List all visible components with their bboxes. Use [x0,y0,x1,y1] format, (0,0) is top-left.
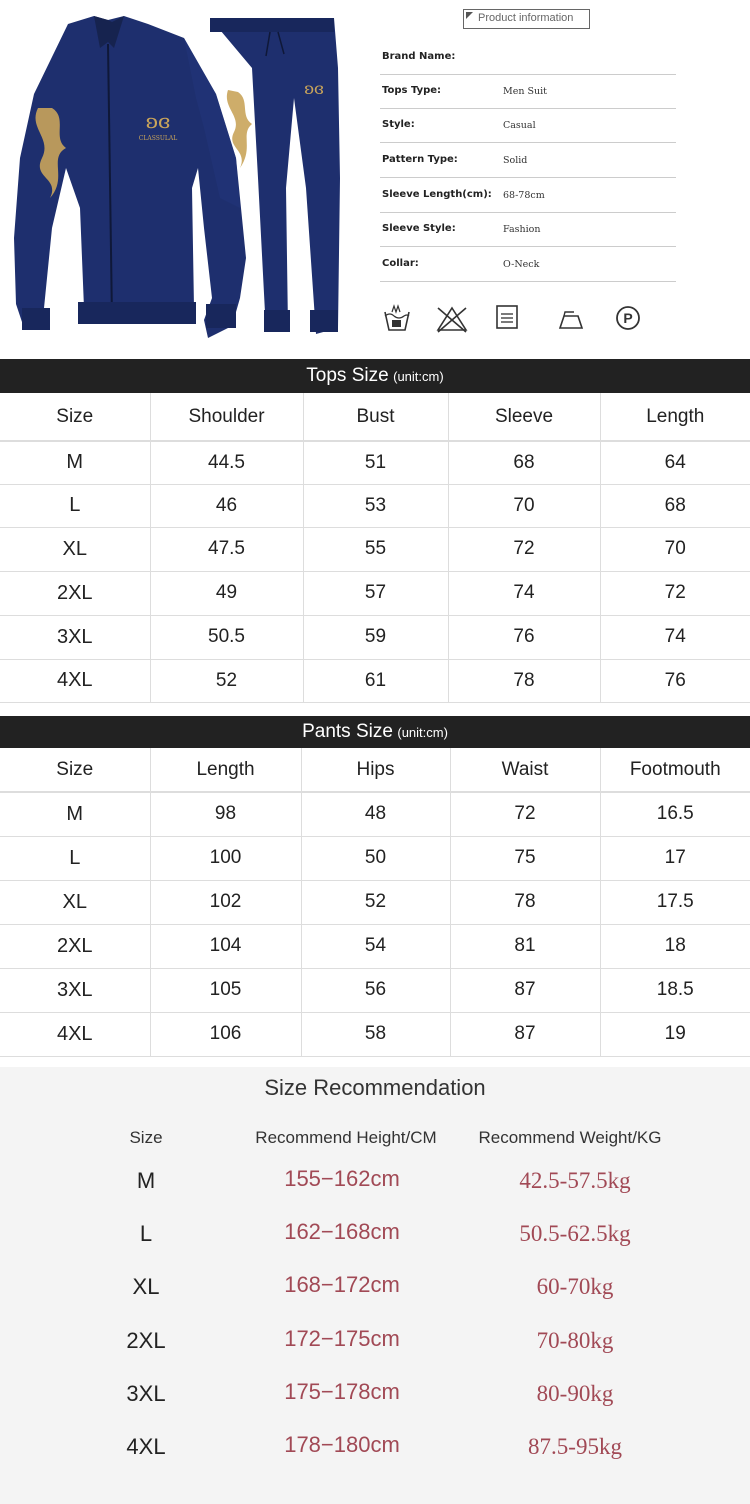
rec-header-weight: Recommend Weight/KG [478,1128,662,1147]
rec-row [0,1375,750,1415]
spec-key: Sleeve Style: [382,223,456,234]
rec-weight: 60-70kg [536,1274,614,1299]
rec-height: 155−162cm [284,1166,400,1191]
table-row [0,441,750,484]
table-cell: 59 [303,615,448,659]
pants-size-header-band [0,716,750,748]
care-icons-row [380,302,676,338]
table-cell: 18 [600,924,750,968]
rec-size: 4XL [126,1434,166,1459]
table-cell: 50.5 [150,615,303,659]
table-cell: 70 [448,484,600,527]
size-recommendation-title: Size Recommendation [264,1075,486,1100]
table-cell: 78 [448,659,600,702]
rec-weight: 42.5-57.5kg [519,1168,631,1193]
rec-height: 178−180cm [284,1432,400,1457]
svg-text:P: P [623,310,633,326]
table-cell: 17 [600,836,750,880]
table-cell: 47.5 [150,527,303,571]
svg-text:ʚɞ: ʚɞ [304,79,324,98]
table-cell: 76 [448,615,600,659]
rec-height: 162−168cm [284,1219,400,1244]
table-cell: 51 [303,441,448,484]
table-row [0,484,750,527]
table-cell: 87 [450,968,600,1012]
table-row [0,792,750,836]
table-cell: 53 [303,484,448,527]
table-cell: XL [0,880,150,924]
table-cell: M [0,792,150,836]
rec-row [0,1268,750,1308]
table-cell: 46 [150,484,303,527]
table-cell: 52 [150,659,303,702]
rec-row [0,1215,750,1255]
spec-row-tops-type [380,74,676,109]
iron-icon [556,302,586,336]
rec-weight: 50.5-62.5kg [519,1221,631,1246]
rec-size: 2XL [126,1328,166,1353]
table-cell: 56 [301,968,450,1012]
table-cell: 78 [450,880,600,924]
rec-size: L [139,1221,153,1246]
column-header: Sleeve [448,393,600,441]
table-cell: 72 [450,792,600,836]
table-cell: 75 [450,836,600,880]
table-cell: 18.5 [600,968,750,1012]
spec-row-collar [380,247,676,282]
table-cell: 17.5 [600,880,750,924]
table-row [0,659,750,702]
table-cell: L [0,836,150,880]
table-header-row [0,393,750,441]
table-cell: 104 [150,924,301,968]
rec-height: 168−172cm [284,1272,400,1297]
spec-value: Solid [503,155,528,166]
table-row [0,1012,750,1056]
spec-row-pattern-type [380,143,676,178]
product-information-label: Product information [478,12,574,24]
table-cell: 19 [600,1012,750,1056]
spec-row-sleeve-length [380,178,676,213]
table-cell: 100 [150,836,301,880]
table-row [0,968,750,1012]
spec-key: Collar: [382,258,419,269]
rec-row [0,1162,750,1202]
table-cell: XL [0,527,150,571]
column-header: Footmouth [600,748,750,792]
table-row [0,527,750,571]
spec-value: Casual [503,120,536,131]
spec-key: Pattern Type: [382,154,458,165]
table-cell: 72 [448,527,600,571]
table-cell: 74 [448,571,600,615]
column-header: Size [0,393,150,441]
spec-key: Brand Name: [382,51,456,62]
spec-key: Sleeve Length(cm): [382,189,492,200]
table-cell: 68 [600,484,750,527]
column-header: Length [600,393,750,441]
table-cell: 70 [600,527,750,571]
table-cell: 55 [303,527,448,571]
rec-size: M [136,1168,156,1193]
table-cell: 68 [448,441,600,484]
column-header: Size [0,748,150,792]
rec-size: XL [132,1274,160,1299]
tops-size-header-band [0,359,750,393]
svg-text:CLASSULAL: CLASSULAL [138,135,178,142]
table-cell: 61 [303,659,448,702]
table-row [0,836,750,880]
pants-size-unit: (unit:cm) [397,725,448,740]
product-info-section [0,0,750,358]
rec-height: 175−178cm [284,1379,400,1404]
dry-flat-icon [494,302,520,336]
column-header: Waist [450,748,600,792]
table-cell: 106 [150,1012,301,1056]
tracksuit-image [8,8,344,346]
hand-wash-icon [382,302,412,336]
pants-size-title: Pants Size [302,721,393,742]
table-cell: 76 [600,659,750,702]
jacket-shape [14,16,252,338]
spec-row-sleeve-style [380,212,676,247]
spec-row-style [380,108,676,143]
table-cell: 52 [301,880,450,924]
spec-key: Tops Type: [382,85,442,96]
table-cell: 3XL [0,968,150,1012]
table-cell: 102 [150,880,301,924]
tag-corner-marker [466,12,473,19]
table-cell: 4XL [0,1012,150,1056]
tops-size-table [0,393,750,703]
table-cell: 81 [450,924,600,968]
table-cell: M [0,441,150,484]
table-row [0,571,750,615]
rec-height: 172−175cm [284,1326,400,1351]
spec-value: 68-78cm [503,190,545,201]
table-header-row [0,748,750,792]
table-cell: 48 [301,792,450,836]
table-cell: 87 [450,1012,600,1056]
rec-header-height: Recommend Height/CM [255,1128,437,1147]
table-cell: 49 [150,571,303,615]
rec-weight: 80-90kg [536,1381,614,1406]
table-cell: L [0,484,150,527]
spec-key: Style: [382,119,415,130]
dry-clean-p-icon [613,302,643,336]
column-header: Length [150,748,301,792]
table-cell: 2XL [0,571,150,615]
spec-row-brand [380,40,676,75]
column-header: Shoulder [150,393,303,441]
svg-text:ʚɞ: ʚɞ [145,109,171,133]
rec-row [0,1322,750,1362]
table-row [0,615,750,659]
table-cell: 4XL [0,659,150,702]
table-cell: 44.5 [150,441,303,484]
table-cell: 54 [301,924,450,968]
table-cell: 105 [150,968,301,1012]
product-information-tag [463,9,590,29]
tops-size-unit: (unit:cm) [393,369,444,384]
spec-value: O-Neck [503,259,540,270]
rec-row [0,1428,750,1468]
column-header: Bust [303,393,448,441]
rec-weight: 87.5-95kg [528,1434,622,1459]
table-cell: 16.5 [600,792,750,836]
rec-size: 3XL [126,1381,166,1406]
pants-size-table [0,748,750,1057]
do-not-bleach-icon [434,302,470,336]
spec-value: Fashion [503,224,541,235]
table-cell: 58 [301,1012,450,1056]
table-row [0,880,750,924]
table-cell: 57 [303,571,448,615]
column-header: Hips [301,748,450,792]
table-row [0,924,750,968]
table-cell: 3XL [0,615,150,659]
table-cell: 72 [600,571,750,615]
rec-weight: 70-80kg [536,1328,614,1353]
rec-header-size: Size [129,1128,163,1147]
spec-value: Men Suit [503,86,547,97]
table-cell: 98 [150,792,301,836]
table-cell: 74 [600,615,750,659]
table-cell: 50 [301,836,450,880]
tops-size-title: Tops Size [306,365,389,386]
table-cell: 2XL [0,924,150,968]
table-cell: 64 [600,441,750,484]
